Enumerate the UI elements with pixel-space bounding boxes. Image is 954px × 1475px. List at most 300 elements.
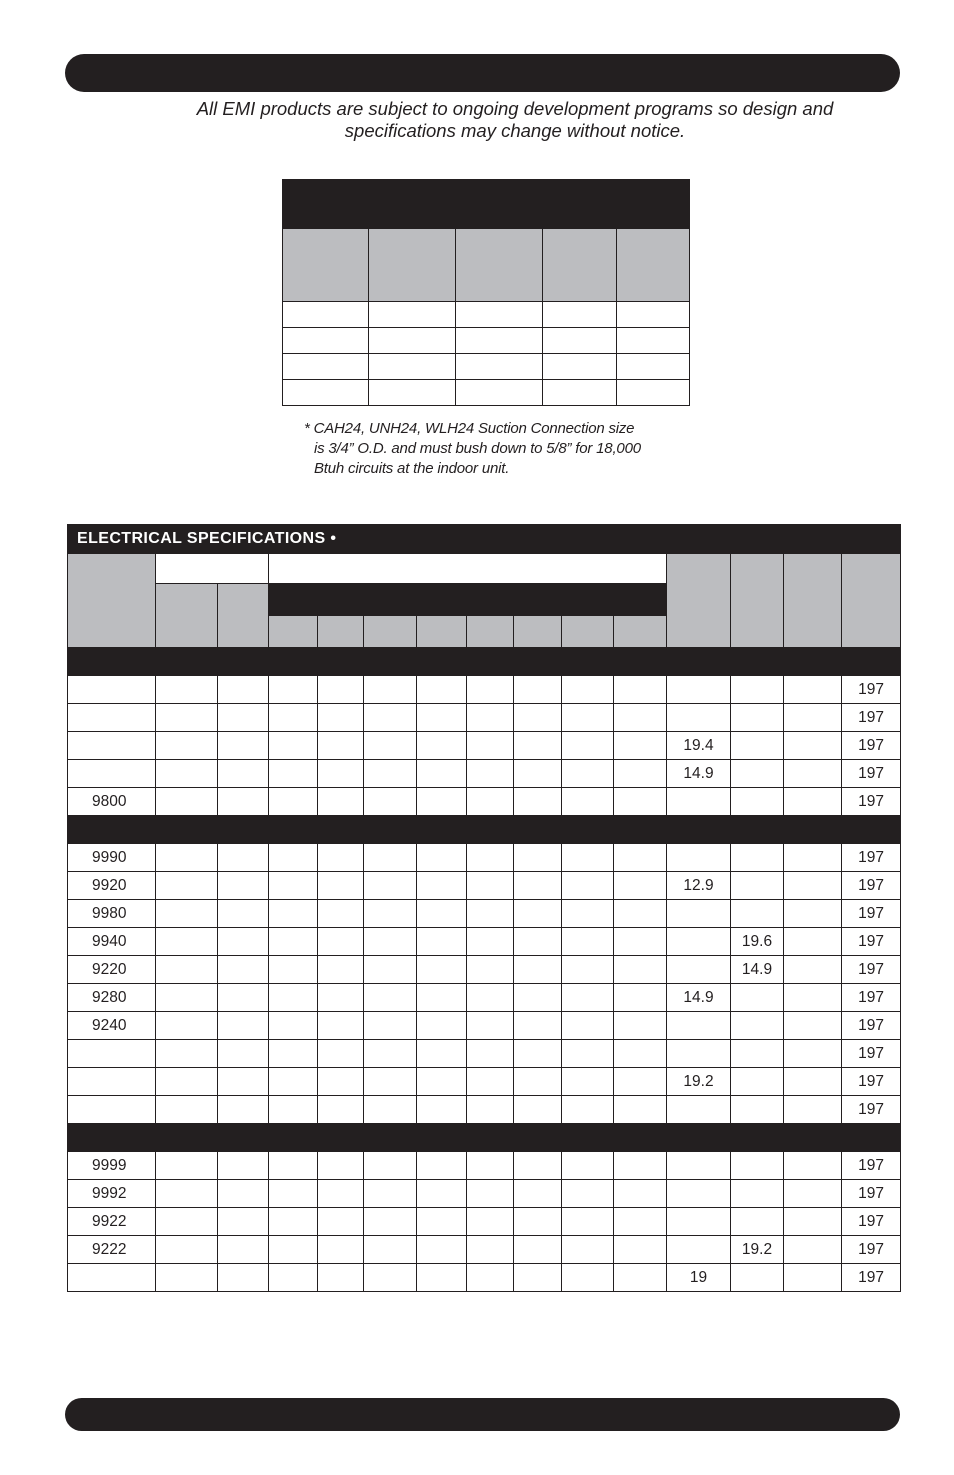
- table-cell: [617, 302, 690, 328]
- table-cell: [562, 956, 614, 984]
- value-cell: [731, 984, 784, 1012]
- table-cell: [456, 354, 543, 380]
- table-cell: [218, 788, 269, 816]
- table-cell: [514, 1208, 562, 1236]
- table-cell: [318, 1264, 364, 1292]
- suction-header-cell: [543, 229, 617, 302]
- table-cell: [318, 760, 364, 788]
- table-cell: [514, 956, 562, 984]
- table-cell: [562, 900, 614, 928]
- bottom-footer-bar: [65, 1398, 900, 1431]
- table-cell: [269, 1152, 318, 1180]
- table-cell: [514, 788, 562, 816]
- table-cell: [784, 1012, 842, 1040]
- table-cell: [364, 1068, 417, 1096]
- model-number-cell: 9999: [68, 1152, 156, 1180]
- electrical-title-row: [68, 525, 901, 554]
- table-row: [283, 302, 690, 328]
- table-cell: [318, 1068, 364, 1096]
- table-cell: [218, 1012, 269, 1040]
- table-cell: [417, 1264, 467, 1292]
- table-cell: [364, 1180, 417, 1208]
- value-cell: 197: [842, 1208, 901, 1236]
- table-cell: [614, 704, 667, 732]
- value-cell: [667, 1040, 731, 1068]
- table-cell: [467, 1012, 514, 1040]
- table-row: [68, 760, 901, 788]
- table-cell: [156, 1068, 218, 1096]
- table-cell: [318, 1012, 364, 1040]
- table-cell: [514, 732, 562, 760]
- table-cell: [784, 704, 842, 732]
- subgroup-header-cell: [269, 584, 364, 616]
- table-cell: [467, 956, 514, 984]
- electrical-table-body: [68, 648, 901, 1292]
- table-cell: [218, 1236, 269, 1264]
- value-cell: [731, 872, 784, 900]
- table-cell: [417, 732, 467, 760]
- value-cell: [667, 956, 731, 984]
- table-row: [68, 1152, 901, 1180]
- table-cell: [467, 984, 514, 1012]
- value-cell: 197: [842, 1264, 901, 1292]
- section-header-cell: [68, 1124, 901, 1152]
- section-header-cell: [68, 816, 901, 844]
- table-cell: [318, 928, 364, 956]
- table-cell: [614, 984, 667, 1012]
- model-number-cell: [68, 760, 156, 788]
- table-cell: [218, 1040, 269, 1068]
- table-cell: [514, 900, 562, 928]
- table-cell: [417, 1236, 467, 1264]
- table-cell: [417, 1012, 467, 1040]
- table-cell: [156, 1180, 218, 1208]
- table-cell: [156, 676, 218, 704]
- table-cell: [156, 844, 218, 872]
- suction-header-cell: [456, 229, 543, 302]
- table-cell: [614, 1208, 667, 1236]
- table-cell: [318, 1152, 364, 1180]
- header-cell: [667, 554, 731, 648]
- value-cell: 197: [842, 928, 901, 956]
- value-cell: [731, 676, 784, 704]
- table-cell: [318, 1040, 364, 1068]
- table-cell: [364, 1096, 417, 1124]
- footnote-line-2: is 3/4” O.D. and must bush down to 5/8” for 18,000: [314, 440, 641, 457]
- group-header-cell: [269, 554, 667, 584]
- table-cell: [562, 704, 614, 732]
- table-cell: [269, 760, 318, 788]
- table-cell: [269, 732, 318, 760]
- value-cell: [731, 900, 784, 928]
- table-cell: [784, 1040, 842, 1068]
- table-cell: [417, 1208, 467, 1236]
- section-header-row: [68, 1124, 901, 1152]
- table-cell: [417, 788, 467, 816]
- table-cell: [218, 760, 269, 788]
- table-cell: [156, 956, 218, 984]
- table-cell: [269, 984, 318, 1012]
- table-cell: [562, 844, 614, 872]
- table-cell: [218, 1180, 269, 1208]
- table-cell: [784, 732, 842, 760]
- electrical-title: ELECTRICAL SPECIFICATIONS •: [68, 525, 901, 554]
- table-cell: [614, 956, 667, 984]
- value-cell: 14.9: [667, 984, 731, 1012]
- table-cell: [467, 676, 514, 704]
- value-cell: 197: [842, 676, 901, 704]
- value-cell: 12.9: [667, 872, 731, 900]
- table-cell: [318, 732, 364, 760]
- table-cell: [562, 1236, 614, 1264]
- table-cell: [364, 676, 417, 704]
- table-cell: [269, 1012, 318, 1040]
- table-cell: [269, 1096, 318, 1124]
- table-cell: [417, 1096, 467, 1124]
- table-cell: [364, 844, 417, 872]
- table-cell: [269, 872, 318, 900]
- table-cell: [269, 1236, 318, 1264]
- table-cell: [784, 844, 842, 872]
- table-row: [283, 328, 690, 354]
- table-cell: [156, 732, 218, 760]
- table-cell: [514, 984, 562, 1012]
- table-cell: [467, 1096, 514, 1124]
- table-row: [68, 788, 901, 816]
- table-cell: [784, 1180, 842, 1208]
- value-cell: [667, 704, 731, 732]
- table-cell: [283, 380, 369, 406]
- value-cell: 197: [842, 844, 901, 872]
- table-cell: [156, 1236, 218, 1264]
- value-cell: [667, 900, 731, 928]
- table-cell: [614, 1012, 667, 1040]
- table-cell: [417, 928, 467, 956]
- table-cell: [514, 1180, 562, 1208]
- value-cell: [667, 1012, 731, 1040]
- model-number-cell: [68, 676, 156, 704]
- table-row: [68, 928, 901, 956]
- table-cell: [156, 928, 218, 956]
- value-cell: 19.2: [667, 1068, 731, 1096]
- table-cell: [218, 872, 269, 900]
- table-row: [68, 1180, 901, 1208]
- value-cell: [667, 844, 731, 872]
- value-cell: [667, 1180, 731, 1208]
- value-cell: [731, 1096, 784, 1124]
- value-cell: [731, 1264, 784, 1292]
- table-cell: [514, 1236, 562, 1264]
- table-cell: [269, 788, 318, 816]
- table-row: [68, 956, 901, 984]
- table-row: [283, 354, 690, 380]
- value-cell: [667, 676, 731, 704]
- table-cell: [364, 1012, 417, 1040]
- value-cell: [731, 1180, 784, 1208]
- table-cell: [467, 1040, 514, 1068]
- table-cell: [784, 676, 842, 704]
- table-cell: [156, 1264, 218, 1292]
- table-cell: [269, 928, 318, 956]
- model-header-cell: [68, 554, 156, 648]
- table-cell: [784, 1264, 842, 1292]
- header-cell: [731, 554, 784, 648]
- table-cell: [784, 872, 842, 900]
- value-cell: 197: [842, 788, 901, 816]
- value-cell: 19: [667, 1264, 731, 1292]
- table-cell: [369, 328, 456, 354]
- table-cell: [543, 302, 617, 328]
- table-cell: [467, 1152, 514, 1180]
- value-cell: [731, 1040, 784, 1068]
- header-cell: [218, 584, 269, 648]
- table-cell: [543, 354, 617, 380]
- table-cell: [514, 760, 562, 788]
- table-cell: [467, 760, 514, 788]
- table-row: [68, 844, 901, 872]
- table-cell: [269, 704, 318, 732]
- table-cell: [156, 760, 218, 788]
- value-cell: 197: [842, 732, 901, 760]
- table-cell: [417, 844, 467, 872]
- table-cell: [514, 1152, 562, 1180]
- table-cell: [364, 1264, 417, 1292]
- table-cell: [269, 1208, 318, 1236]
- table-cell: [364, 956, 417, 984]
- table-cell: [364, 760, 417, 788]
- value-cell: [667, 1208, 731, 1236]
- table-cell: [218, 984, 269, 1012]
- table-cell: [156, 1208, 218, 1236]
- table-cell: [364, 1208, 417, 1236]
- table-cell: [614, 732, 667, 760]
- model-number-cell: 9940: [68, 928, 156, 956]
- value-cell: [731, 704, 784, 732]
- table-cell: [269, 844, 318, 872]
- model-number-cell: 9220: [68, 956, 156, 984]
- table-cell: [562, 1264, 614, 1292]
- table-cell: [514, 1040, 562, 1068]
- table-cell: [614, 1096, 667, 1124]
- table-cell: [614, 928, 667, 956]
- table-cell: [562, 1180, 614, 1208]
- top-header-bar: [65, 54, 900, 92]
- table-cell: [784, 1068, 842, 1096]
- group-header-cell: [156, 554, 269, 584]
- disclaimer-text: [150, 98, 880, 142]
- model-number-cell: 9980: [68, 900, 156, 928]
- table-cell: [784, 928, 842, 956]
- table-cell: [784, 1236, 842, 1264]
- table-cell: [156, 1096, 218, 1124]
- model-number-cell: [68, 732, 156, 760]
- table-cell: [784, 788, 842, 816]
- table-cell: [417, 1068, 467, 1096]
- subgroup-header-cell: [467, 584, 562, 616]
- table-cell: [417, 1040, 467, 1068]
- suction-connection-table: [282, 179, 690, 406]
- suction-header-cell: [369, 229, 456, 302]
- table-cell: [156, 1152, 218, 1180]
- table-cell: [614, 1264, 667, 1292]
- section-header-row: [68, 648, 901, 676]
- table-cell: [364, 984, 417, 1012]
- table-cell: [784, 1208, 842, 1236]
- value-cell: 14.9: [731, 956, 784, 984]
- table-row: [68, 900, 901, 928]
- table-cell: [784, 760, 842, 788]
- table-cell: [318, 872, 364, 900]
- table-cell: [614, 900, 667, 928]
- model-number-cell: 9992: [68, 1180, 156, 1208]
- table-cell: [467, 844, 514, 872]
- table-cell: [364, 1236, 417, 1264]
- table-cell: [156, 872, 218, 900]
- model-number-cell: 9920: [68, 872, 156, 900]
- table-cell: [269, 1040, 318, 1068]
- table-cell: [156, 1012, 218, 1040]
- table-cell: [318, 956, 364, 984]
- model-number-cell: [68, 1096, 156, 1124]
- table-cell: [562, 1040, 614, 1068]
- header-cell: [842, 554, 901, 648]
- value-cell: [667, 1096, 731, 1124]
- table-cell: [156, 788, 218, 816]
- electrical-header-row-1: [68, 554, 901, 584]
- table-row: [68, 1236, 901, 1264]
- table-cell: [218, 844, 269, 872]
- table-cell: [318, 1208, 364, 1236]
- table-cell: [364, 928, 417, 956]
- subgroup-header-cell: [562, 584, 667, 616]
- table-cell: [318, 788, 364, 816]
- table-cell: [269, 1068, 318, 1096]
- table-cell: [369, 354, 456, 380]
- table-cell: [614, 788, 667, 816]
- model-number-cell: [68, 1040, 156, 1068]
- table-cell: [467, 928, 514, 956]
- table-cell: [467, 704, 514, 732]
- table-cell: [269, 1180, 318, 1208]
- table-row: [68, 732, 901, 760]
- value-cell: 197: [842, 956, 901, 984]
- table-cell: [364, 900, 417, 928]
- table-cell: [417, 760, 467, 788]
- suction-table-title-cell: [283, 180, 690, 229]
- footnote-line-1: * CAH24, UNH24, WLH24 Suction Connection size: [304, 420, 635, 437]
- table-cell: [467, 1264, 514, 1292]
- table-cell: [562, 760, 614, 788]
- value-cell: [731, 1152, 784, 1180]
- header-cell: [467, 616, 514, 648]
- model-number-cell: [68, 1068, 156, 1096]
- header-cell: [614, 616, 667, 648]
- table-cell: [318, 844, 364, 872]
- table-cell: [562, 872, 614, 900]
- value-cell: [731, 1012, 784, 1040]
- value-cell: 197: [842, 760, 901, 788]
- value-cell: [731, 760, 784, 788]
- table-cell: [467, 1068, 514, 1096]
- value-cell: [731, 844, 784, 872]
- electrical-specifications-table: [67, 524, 901, 1292]
- model-number-cell: 9222: [68, 1236, 156, 1264]
- header-cell: [156, 584, 218, 648]
- table-row: [68, 1012, 901, 1040]
- table-cell: [562, 788, 614, 816]
- table-cell: [617, 354, 690, 380]
- table-cell: [318, 900, 364, 928]
- suction-footnote: [304, 419, 694, 479]
- table-cell: [283, 328, 369, 354]
- table-row: [68, 984, 901, 1012]
- table-cell: [467, 900, 514, 928]
- table-row: [68, 1068, 901, 1096]
- table-cell: [417, 1180, 467, 1208]
- value-cell: [667, 788, 731, 816]
- table-row: [68, 676, 901, 704]
- model-number-cell: 9280: [68, 984, 156, 1012]
- value-cell: 197: [842, 1040, 901, 1068]
- table-cell: [218, 732, 269, 760]
- value-cell: 197: [842, 1152, 901, 1180]
- table-row: [68, 872, 901, 900]
- value-cell: [731, 1068, 784, 1096]
- table-cell: [562, 732, 614, 760]
- table-cell: [614, 1040, 667, 1068]
- table-cell: [614, 1152, 667, 1180]
- model-number-cell: 9800: [68, 788, 156, 816]
- model-number-cell: [68, 704, 156, 732]
- table-cell: [269, 956, 318, 984]
- table-cell: [784, 956, 842, 984]
- table-cell: [218, 928, 269, 956]
- suction-header-cell: [617, 229, 690, 302]
- value-cell: 197: [842, 1180, 901, 1208]
- table-row: [68, 1040, 901, 1068]
- value-cell: [731, 732, 784, 760]
- table-cell: [514, 872, 562, 900]
- table-cell: [562, 928, 614, 956]
- table-cell: [562, 1208, 614, 1236]
- table-row: [68, 1208, 901, 1236]
- header-cell: [514, 616, 562, 648]
- table-cell: [562, 676, 614, 704]
- table-cell: [614, 844, 667, 872]
- table-cell: [156, 1040, 218, 1068]
- table-cell: [562, 1068, 614, 1096]
- table-cell: [514, 928, 562, 956]
- disclaimer-line-2: specifications may change without notice.: [344, 120, 686, 141]
- value-cell: 197: [842, 984, 901, 1012]
- suction-table-header-row: [283, 229, 690, 302]
- table-cell: [784, 1152, 842, 1180]
- table-cell: [269, 676, 318, 704]
- table-cell: [456, 328, 543, 354]
- value-cell: 197: [842, 1096, 901, 1124]
- table-cell: [417, 956, 467, 984]
- value-cell: 197: [842, 900, 901, 928]
- value-cell: 197: [842, 1236, 901, 1264]
- table-cell: [417, 872, 467, 900]
- suction-header-cell: [283, 229, 369, 302]
- table-cell: [614, 1068, 667, 1096]
- model-number-cell: 9240: [68, 1012, 156, 1040]
- table-cell: [562, 984, 614, 1012]
- value-cell: [731, 1208, 784, 1236]
- table-cell: [467, 1208, 514, 1236]
- table-cell: [617, 328, 690, 354]
